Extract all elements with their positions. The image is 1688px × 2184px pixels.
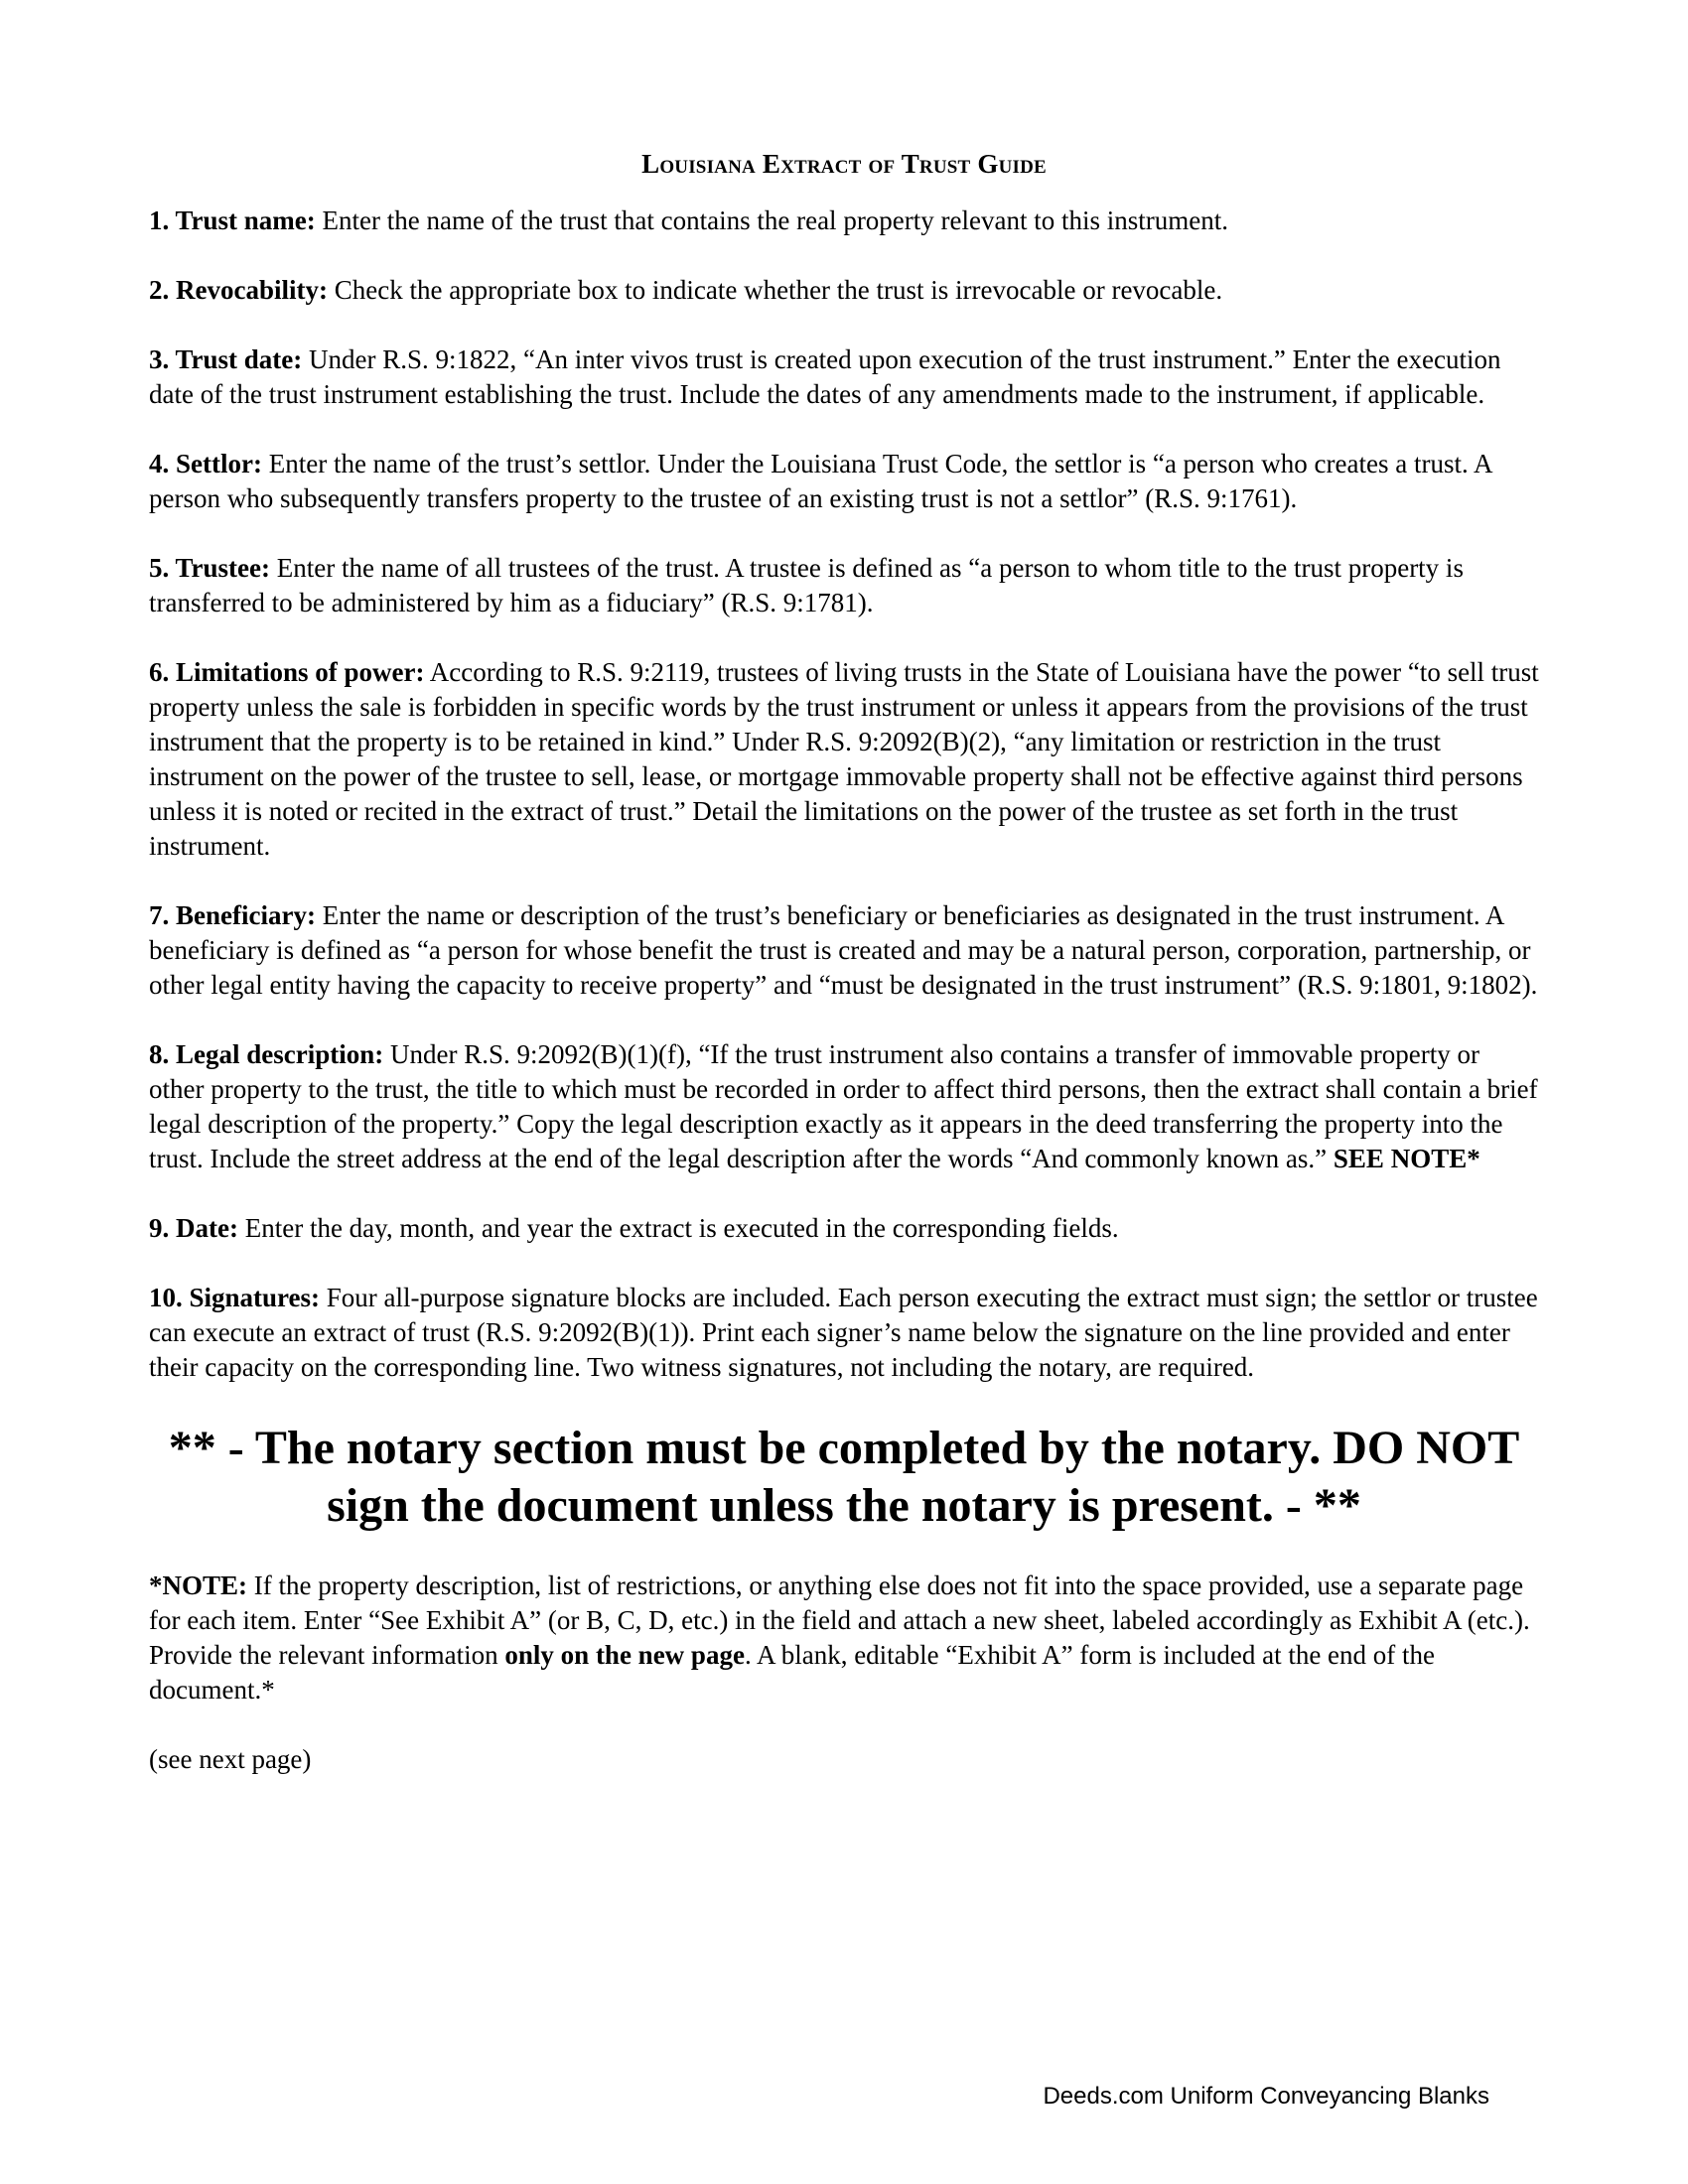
note-emphasis: only on the new page	[504, 1640, 745, 1670]
item-label: 3. Trust date:	[149, 344, 303, 374]
item-label: 2. Revocability:	[149, 275, 328, 305]
note-text: If the property description, list of restrictions, or anything else does not fit into the space provided, use a separate page for each item. Enter “See Exhibit A” (or B, C, D, etc.) in the field and attach a new sheet, labeled accordingly as Exhibit A (etc.). Provide the relevant information	[149, 1570, 1530, 1670]
item-text: Under R.S. 9:1822, “An inter vivos trust is created upon execution of the trust instrument.” Enter the execution date of the trust instrument establishing the trust. Include the dates of any amendments made to the instrument, if applicable.	[149, 344, 1501, 409]
guide-item-trustee	[149, 551, 1539, 620]
guide-item-limitations-of-power	[149, 655, 1539, 864]
item-label: 6. Limitations of power:	[149, 657, 425, 687]
item-text: Four all-purpose signature blocks are included. Each person executing the extract must sign; the settlor or trustee can execute an extract of trust (R.S. 9:2092(B)(1)). Print each signer’s name below the signature on the line provided and enter their capacity on the corresponding line. Two witness signatures, not including the notary, are required.	[149, 1283, 1538, 1382]
item-text: According to R.S. 9:2119, trustees of living trusts in the State of Louisiana have the power “to sell trust property unless the sale is forbidden in specific words by the trust instrument or unless it appears from the provisions of the trust instrument that the property is to be retained in kind.” Under R.S. 9:2092(B)(2), “any limitation or restriction in the trust instrument on the power of the trustee to sell, lease, or mortgage immovable property shall not be effective against third persons unless it is noted or recited in the extract of trust.” Detail the limitations on the power of the trustee as set forth in the trust instrument.	[149, 657, 1539, 861]
item-label: 1. Trust name:	[149, 205, 316, 235]
guide-item-legal-description	[149, 1037, 1539, 1176]
item-text: Enter the name or description of the trust’s beneficiary or beneficiaries as designated in the trust instrument. A beneficiary is defined as “a person for whose benefit the trust is created and may be a natural person, corporation, partnership, or other legal entity having the capacity to receive property” and “must be designated in the trust instrument” (R.S. 9:1801, 9:1802).	[149, 900, 1538, 1000]
guide-item-date	[149, 1211, 1539, 1246]
note-text-end: . A blank, editable “Exhibit A” form is included at the end of the document.*	[149, 1640, 1436, 1705]
see-note-reference: SEE NOTE*	[1333, 1144, 1480, 1173]
guide-item-trust-name	[149, 204, 1539, 238]
item-text: Check the appropriate box to indicate whether the trust is irrevocable or revocable.	[334, 275, 1223, 305]
item-label: 9. Date:	[149, 1213, 238, 1243]
item-label: 7. Beneficiary:	[149, 900, 316, 930]
page-footer: Deeds.com Uniform Conveyancing Blanks	[1043, 2083, 1489, 2110]
guide-item-signatures	[149, 1281, 1539, 1385]
item-text: Enter the name of all trustees of the trust. A trustee is defined as “a person to whom title to the trust property is transferred to be administered by him as a fiduciary” (R.S. 9:1781).	[149, 553, 1464, 617]
item-label: 8. Legal description:	[149, 1039, 384, 1069]
item-label: 4. Settlor:	[149, 449, 262, 478]
item-text: Enter the name of the trust’s settlor. Under the Louisiana Trust Code, the settlor is “a person who creates a trust. A person who subsequently transfers property to the trustee of an existing trust is not a settlor” (R.S. 9:1761).	[149, 449, 1491, 513]
item-text: Under R.S. 9:2092(B)(1)(f), “If the trust instrument also contains a transfer of immovable property or other property to the trust, the title to which must be recorded in order to affect third persons, then the extract shall contain a brief legal description of the property.” Copy the legal description exactly as it appears in the deed transferring the property into the trust. Include the street address at the end of the legal description after the words “And commonly known as.”	[149, 1039, 1538, 1173]
document-title: Louisiana Extract of Trust Guide	[641, 149, 1047, 179]
guide-item-trust-date	[149, 342, 1539, 412]
item-text: Enter the name of the trust that contains the real property relevant to this instrument.	[322, 205, 1228, 235]
note-label: *NOTE:	[149, 1570, 248, 1600]
exhibit-note	[149, 1569, 1539, 1707]
guide-item-revocability	[149, 273, 1539, 308]
see-next-page: (see next page)	[149, 1744, 312, 1774]
document-page	[149, 149, 1539, 1804]
guide-item-beneficiary	[149, 898, 1539, 1003]
item-label: 10. Signatures:	[149, 1283, 321, 1312]
guide-item-settlor	[149, 447, 1539, 516]
notary-warning: ** - The notary section must be completed by the notary. DO NOT sign the document unless the notary is present. - **	[168, 1422, 1520, 1532]
item-label: 5. Trustee:	[149, 553, 270, 583]
item-text: Enter the day, month, and year the extract is executed in the corresponding fields.	[244, 1213, 1119, 1243]
